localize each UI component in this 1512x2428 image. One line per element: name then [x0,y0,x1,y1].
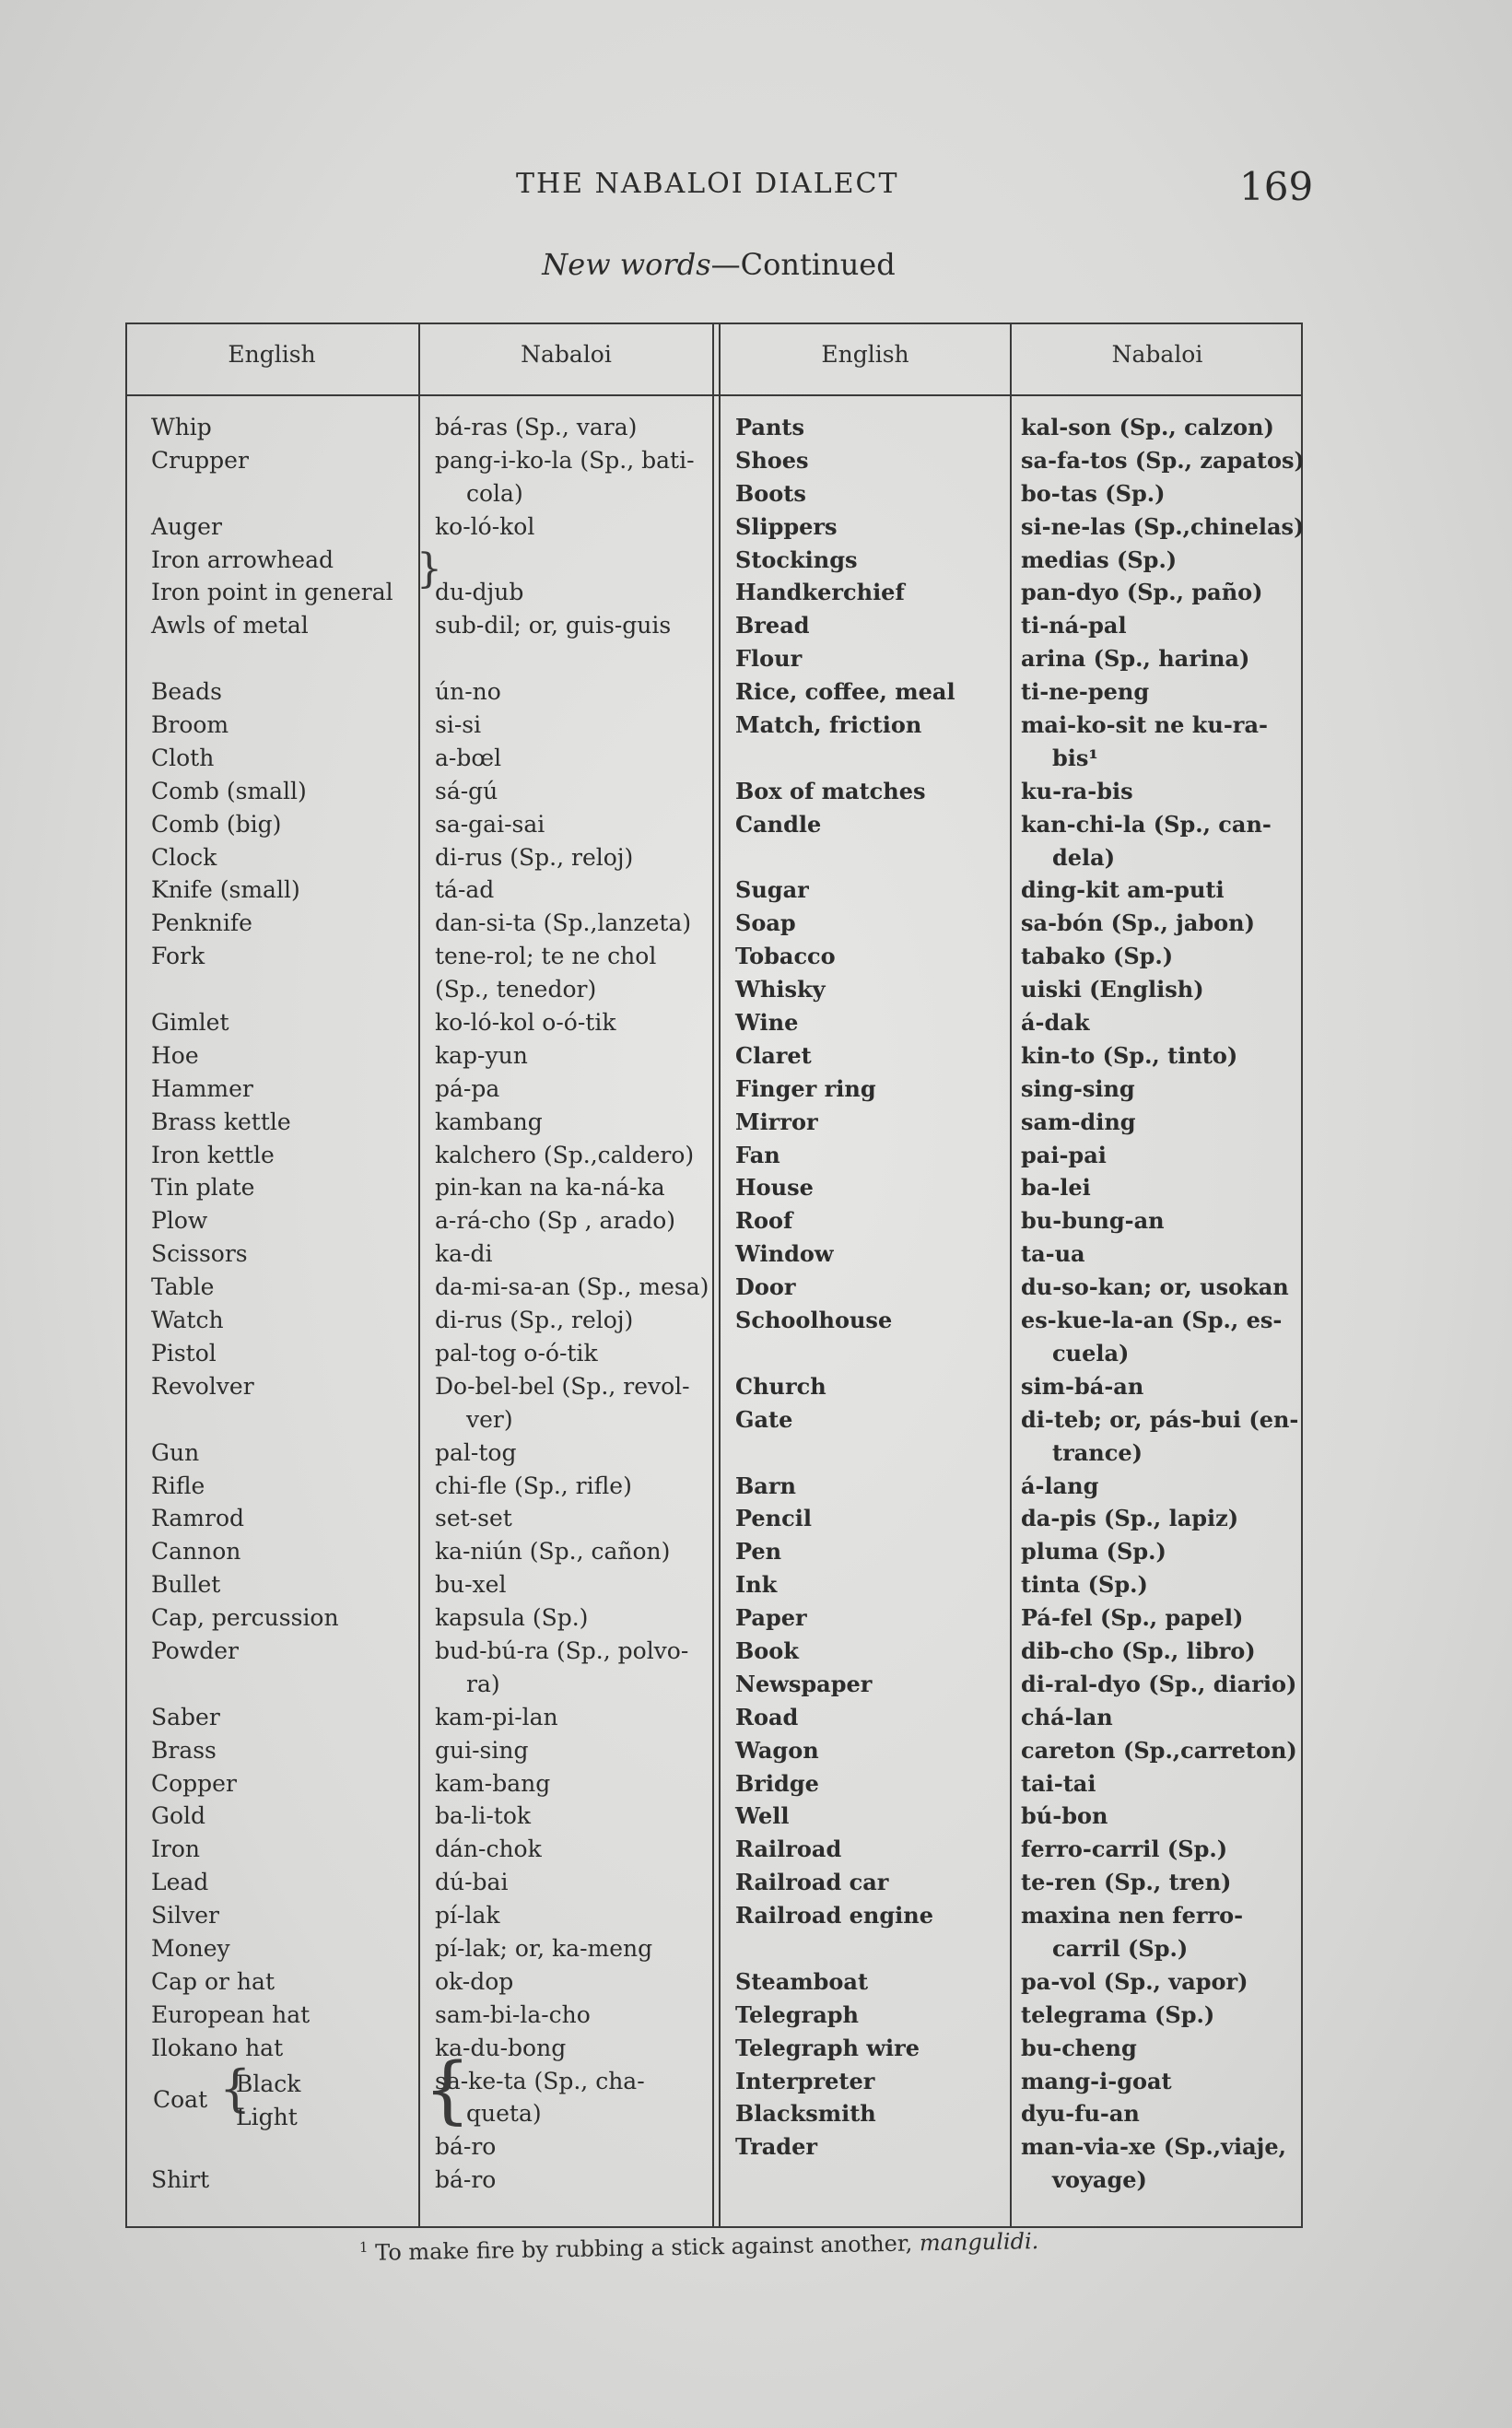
english-term: Iron [151,1836,200,1863]
english-term: Plow [151,1207,208,1235]
nabaloi-term: ba-li-tok [435,1802,532,1830]
english-term: Match, friction [735,711,922,739]
english-term: Silver [151,1902,219,1929]
nabaloi-term: ti-ne-peng [1021,678,1150,706]
column-divider-double [719,323,721,2228]
english-term: House [735,1174,814,1202]
english-term: Stockings [735,545,858,573]
nabaloi-term: bo-tas (Sp.) [1021,479,1166,507]
english-term: Blacksmith [735,2100,876,2128]
nabaloi-term: pal-tog o-ó-tik [435,1339,598,1366]
nabaloi-term: cuela) [1052,1339,1130,1366]
nabaloi-term: si-ne-las (Sp.,chinelas) [1021,512,1305,540]
right-english-column [735,411,1007,2164]
english-term: Cap, percussion [151,1604,339,1632]
nabaloi-term: sam-ding [1021,1108,1136,1135]
nabaloi-term: pan-dyo (Sp., paño) [1021,579,1263,606]
nabaloi-term: telegrama (Sp.) [1021,2000,1215,2028]
english-term: Candle [735,810,822,838]
nabaloi-term: bis¹ [1052,744,1098,771]
nabaloi-term: sa-fa-tos (Sp., zapatos) [1021,446,1305,474]
column-divider [1010,323,1012,2228]
english-term: Fork [151,943,205,970]
english-term: Cap or hat [151,1967,275,1995]
nabaloi-term: tá-ad [435,876,495,904]
nabaloi-term: ko-ló-kol [435,512,535,540]
english-term: Whip [151,414,212,440]
nabaloi-term: carril (Sp.) [1052,1934,1189,1962]
nabaloi-term: pal-tog [435,1438,517,1466]
brace-icon: { [219,2059,252,2117]
english-term: Door [735,1273,796,1301]
english-term: Gimlet [151,1009,229,1037]
english-term: Crupper [151,446,249,474]
footnote-italic: mangulidi. [919,2228,1039,2257]
english-term: Telegraph wire [735,2034,920,2061]
nabaloi-term: ku-ra-bis [1021,777,1133,804]
brace-icon: } [416,545,442,592]
english-term: Rice, coffee, meal [735,678,955,706]
nabaloi-term: kan-chi-la (Sp., can- [1021,810,1272,838]
english-term: Claret [735,1041,812,1069]
right-nabaloi-column [1021,411,1305,2197]
english-term: Railroad [735,1836,842,1863]
english-term: Bullet [151,1571,221,1599]
english-term: Shoes [735,446,809,474]
footnote-marker: 1 [358,2238,369,2256]
nabaloi-term: sa-bón (Sp., jabon) [1021,909,1255,937]
english-term: Trader [735,2133,818,2161]
english-term: Brass [151,1736,217,1764]
subtitle-italic: New words [542,247,711,282]
english-term: Ramrod [151,1505,245,1532]
nabaloi-term: a-bœl [435,744,502,771]
nabaloi-term: sub-dil; or, guis-guis [435,612,672,639]
english-term: Tobacco [735,943,836,970]
english-term: Ink [735,1571,778,1599]
english-term: Whisky [735,976,826,1003]
page-number: 169 [1239,164,1314,209]
english-term: Railroad car [735,1869,889,1896]
english-term: Pen [735,1538,782,1566]
english-term: Comb (big) [151,810,282,838]
english-term: Schoolhouse [735,1307,893,1334]
nabaloi-term: ding-kit am-puti [1021,876,1225,904]
nabaloi-term: kap-yun [435,1041,528,1069]
nabaloi-term: bá-ro [435,2166,497,2194]
english-term: Window [735,1240,834,1268]
nabaloi-term: (Sp., tenedor) [435,976,597,1003]
english-term: Shirt [151,2166,210,2194]
english-term: Fan [735,1141,780,1168]
nabaloi-term: bu-xel [435,1571,507,1599]
nabaloi-term: ka-di [435,1240,493,1268]
english-term: Brass kettle [151,1108,291,1135]
nabaloi-term: pai-pai [1021,1141,1107,1168]
nabaloi-term: queta) [466,2100,542,2128]
english-term: Auger [151,512,222,540]
english-term: Cannon [151,1538,241,1566]
nabaloi-term: mang-i-goat [1021,2067,1172,2094]
column-divider [418,323,420,2228]
english-term: Bridge [735,1769,819,1797]
english-term: Awls of metal [151,612,309,639]
nabaloi-term: sim-bá-an [1021,1372,1144,1400]
nabaloi-term: kapsula (Sp.) [435,1604,589,1632]
english-term: Lead [151,1869,209,1896]
nabaloi-term: pa-vol (Sp., vapor) [1021,1967,1248,1995]
nabaloi-term: di-ral-dyo (Sp., diario) [1021,1670,1297,1697]
nabaloi-term: tabako (Sp.) [1021,943,1174,970]
english-term: Church [735,1372,826,1400]
nabaloi-term: pá-pa [435,1074,500,1102]
nabaloi-term: mai-ko-sit ne ku-ra- [1021,711,1268,739]
english-term: Newspaper [735,1670,873,1697]
coat-label: Coat [153,2086,208,2113]
english-term: Road [735,1703,799,1730]
english-term: Box of matches [735,777,926,804]
english-term: Flour [735,645,803,673]
english-term: Penknife [151,909,252,937]
english-term: Handkerchief [735,579,905,606]
left-english-column [151,411,414,2197]
nabaloi-term: tai-tai [1021,1769,1096,1797]
english-term: Pencil [735,1505,812,1532]
nabaloi-term: si-si [435,711,482,739]
english-term [735,742,1007,775]
english-term: Soap [735,909,796,937]
english-term: Money [151,1934,230,1962]
header-rule [125,394,1303,396]
english-term: Railroad engine [735,1902,933,1929]
english-term: Steamboat [735,1967,869,1995]
nabaloi-term: pin-kan na ka-ná-ka [435,1174,665,1202]
english-term: Pants [735,414,804,440]
nabaloi-term: gui-sing [435,1736,529,1764]
english-term: Iron arrowhead [151,545,334,573]
english-term: Saber [151,1703,220,1730]
nabaloi-term: careton (Sp.,carreton) [1021,1736,1297,1764]
nabaloi-term: du-djub [435,579,524,606]
subtitle-rest: —Continued [710,247,896,282]
english-term: Watch [151,1307,224,1334]
english-term: Gate [735,1405,793,1433]
english-term: European hat [151,2000,311,2028]
header-nabaloi-right: Nabaloi [1111,341,1203,368]
nabaloi-term: arina (Sp., harina) [1021,645,1250,673]
english-term: Scissors [151,1240,248,1268]
nabaloi-term: bu-cheng [1021,2034,1137,2061]
english-term: Slippers [735,512,838,540]
nabaloi-term: dú-bai [435,1869,509,1896]
english-term: Comb (small) [151,777,307,804]
nabaloi-term: te-ren (Sp., tren) [1021,1869,1232,1896]
nabaloi-term: ka-niún (Sp., cañon) [435,1538,671,1566]
nabaloi-term: di-rus (Sp., reloj) [435,1307,634,1334]
nabaloi-term: voyage) [1052,2166,1147,2194]
nabaloi-term: bá-ras (Sp., vara) [435,414,638,440]
nabaloi-term: á-dak [1021,1009,1090,1037]
coat-light: Light [236,2104,298,2130]
nabaloi-term: kin-to (Sp., tinto) [1021,1041,1238,1069]
column-divider-double [712,323,714,2228]
nabaloi-term: medias (Sp.) [1021,545,1178,573]
english-term: Paper [735,1604,807,1632]
english-term [735,841,1007,874]
nabaloi-term: ko-ló-kol o-ó-tik [435,1009,616,1037]
header-english-left: English [228,341,316,368]
left-nabaloi-column [435,411,711,2197]
nabaloi-term: ta-ua [1021,1240,1085,1268]
english-term: Interpreter [735,2067,875,2094]
english-term: Gold [151,1802,206,1830]
nabaloi-term: sa-ke-ta (Sp., cha- [435,2067,645,2094]
nabaloi-term: bud-bú-ra (Sp., polvo- [435,1636,689,1664]
nabaloi-term: pí-lak [435,1902,500,1929]
nabaloi-term: a-rá-cho (Sp , arado) [435,1207,676,1235]
nabaloi-term: bu-bung-an [1021,1207,1165,1235]
nabaloi-term: tene-rol; te ne chol [435,943,657,970]
nabaloi-term: da-mi-sa-an (Sp., mesa) [435,1273,709,1301]
english-term: Telegraph [735,2000,859,2028]
english-term: Powder [151,1636,240,1664]
english-term [735,1932,1007,1965]
nabaloi-term: sa-gai-sai [435,810,545,838]
nabaloi-term: sing-sing [1021,1074,1135,1102]
english-term [151,1403,414,1437]
nabaloi-term: pluma (Sp.) [1021,1538,1166,1566]
nabaloi-term: dyu-fu-an [1021,2100,1140,2128]
nabaloi-term: Pá-fel (Sp., papel) [1021,1604,1244,1632]
english-term [735,1337,1007,1370]
nabaloi-term: trance) [1052,1438,1143,1466]
nabaloi-term: du-so-kan; or, usokan [1021,1273,1289,1301]
nabaloi-term: ún-no [435,678,501,706]
nabaloi-term: man-via-xe (Sp.,viaje, [1021,2133,1286,2161]
english-term [151,642,414,675]
nabaloi-term: sam-bi-la-cho [435,2000,591,2028]
footnote [359,2227,1039,2266]
nabaloi-term: ba-lei [1021,1174,1091,1202]
nabaloi-term: bá-ro [435,2133,497,2161]
english-term: Ilokano hat [151,2034,284,2061]
nabaloi-term: ver) [466,1405,513,1433]
nabaloi-term: chá-lan [1021,1703,1113,1730]
english-term: Tin plate [151,1174,255,1202]
header-english-right: English [821,341,909,368]
nabaloi-term: kam-pi-lan [435,1703,558,1730]
coat-black: Black [236,2070,301,2097]
brace-icon: { [424,2047,471,2132]
english-term: Hammer [151,1074,253,1102]
running-head: THE NABALOI DIALECT [516,168,899,200]
english-term: Barn [735,1472,796,1499]
nabaloi-term: es-kue-la-an (Sp., es- [1021,1307,1283,1334]
english-term: Finger ring [735,1074,876,1102]
nabaloi-term: Do-bel-bel (Sp., revol- [435,1372,690,1400]
english-term: Broom [151,711,229,739]
nabaloi-term: á-lang [1021,1472,1099,1499]
nabaloi-term: dan-si-ta (Sp.,lanzeta) [435,909,692,937]
english-term [151,1668,414,1701]
nabaloi-term: uiski (English) [1021,976,1204,1003]
nabaloi-term: di-teb; or, pás-bui (en- [1021,1405,1299,1433]
english-term: Beads [151,678,222,706]
nabaloi-term: ti-ná-pal [1021,612,1127,639]
english-term: Clock [151,843,217,871]
nabaloi-term [435,544,711,577]
english-term [151,973,414,1006]
english-term: Bread [735,612,810,639]
nabaloi-term: chi-fle (Sp., rifle) [435,1472,632,1499]
english-term: Roof [735,1207,793,1235]
english-term: Iron point in general [151,579,393,606]
nabaloi-term: tinta (Sp.) [1021,1571,1148,1599]
footnote-text: To make fire by rubbing a stick against another, [374,2230,920,2266]
english-term: Wine [735,1009,799,1037]
english-term: Well [735,1802,790,1830]
english-term: Cloth [151,744,215,771]
nabaloi-term: maxina nen ferro- [1021,1902,1244,1929]
nabaloi-term: ra) [466,1670,500,1697]
english-term [151,2130,414,2164]
english-term: Pistol [151,1339,217,1366]
english-term [735,1437,1007,1470]
nabaloi-term: da-pis (Sp., lapiz) [1021,1505,1239,1532]
english-term: Wagon [735,1736,819,1764]
english-term: Knife (small) [151,876,300,904]
english-term [151,477,414,510]
nabaloi-term: ka-du-bong [435,2034,567,2061]
nabaloi-term: dán-chok [435,1836,542,1863]
english-term: Revolver [151,1372,254,1400]
nabaloi-term: sá-gú [435,777,498,804]
english-term: Hoe [151,1041,199,1069]
english-term: Mirror [735,1108,818,1135]
english-term: Book [735,1636,799,1664]
header-nabaloi-left: Nabaloi [521,341,612,368]
nabaloi-term: ok-dop [435,1967,514,1995]
english-term: Iron kettle [151,1141,275,1168]
english-term: Sugar [735,876,809,904]
english-term: Rifle [151,1472,205,1499]
english-term: Copper [151,1769,237,1797]
nabaloi-term: kalchero (Sp.,caldero) [435,1141,695,1168]
nabaloi-term: kam-bang [435,1769,551,1797]
nabaloi-term: bú-bon [1021,1802,1108,1830]
nabaloi-term: dib-cho (Sp., libro) [1021,1636,1256,1664]
nabaloi-term: cola) [466,479,523,507]
nabaloi-term: ferro-carril (Sp.) [1021,1836,1228,1863]
nabaloi-term: kambang [435,1108,543,1135]
nabaloi-term: kal-son (Sp., calzon) [1021,414,1274,440]
english-term: Table [151,1273,215,1301]
nabaloi-term: pí-lak; or, ka-meng [435,1934,653,1962]
nabaloi-term [435,642,711,675]
nabaloi-term: dela) [1052,843,1116,871]
nabaloi-term: set-set [435,1505,512,1532]
english-term: Boots [735,479,806,507]
english-term: Gun [151,1438,200,1466]
nabaloi-term: di-rus (Sp., reloj) [435,843,634,871]
table-subtitle [0,247,1437,282]
nabaloi-term: pang-i-ko-la (Sp., bati- [435,446,695,474]
